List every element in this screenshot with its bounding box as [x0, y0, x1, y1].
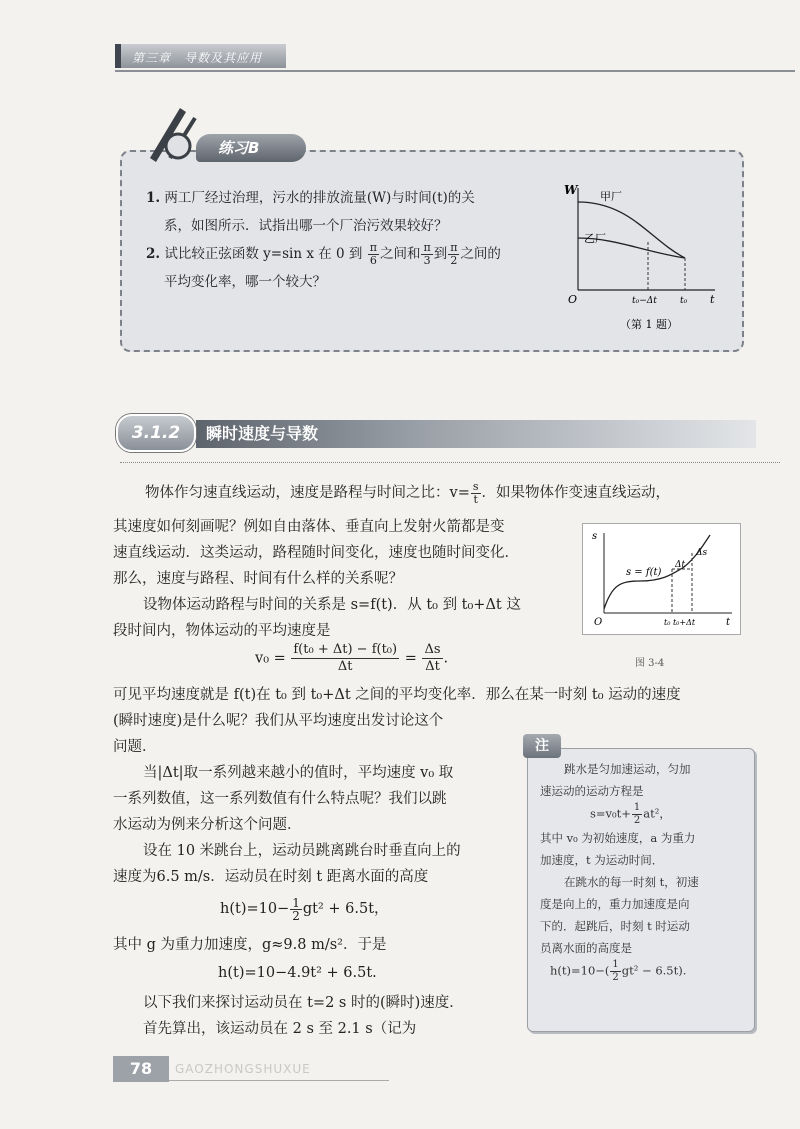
- x-axis-label: t: [726, 617, 731, 628]
- curve-a: [578, 202, 685, 258]
- paragraph-1: 物体作匀速直线运动，速度是路程与时间之比：v= $\frac{s}{t}$ ．如果物体作变速直线运动，: [145, 479, 670, 506]
- dt-label: Δt: [675, 560, 686, 570]
- note-tag: 注: [523, 734, 561, 758]
- paragraph-3: 可见平均速度就是 f(t)在 t₀ 到 t₀+Δt 之间的平均变化率．那么在某一时刻 t₀ 运动的速度 (瞬时速度)是什么呢？我们从平均速度出发讨论这个 问题． 当|Δt|取一系列越来越小的值时，平均速度 v₀ 取 一系列数值，这一系列数值有什么特点呢？我们以跳 水运动为例来分析这个问题． 设在 10 米跳台上，运动员跳离跳台时垂直向上的 速度为6.5 m/s．运动员在时刻 t 距离水面的高度: [113, 687, 681, 885]
- figure-caption: （第 1 题）: [620, 318, 678, 331]
- y-axis-label: s: [592, 531, 598, 542]
- curve-label: s = f(t): [626, 567, 662, 578]
- section-number: 3.1.2: [116, 414, 196, 452]
- label-b: 乙厂: [584, 232, 606, 245]
- chapter-title: 第三章 导数及其应用: [132, 51, 263, 65]
- page-number: 78: [113, 1056, 169, 1082]
- section-divider: [120, 462, 780, 463]
- equation-avg-velocity: v₀ = $\frac{\text{f(t₀ + Δt) − f(t₀)}}{\Delta t}$ = $\frac{\Delta s}{\Delta t}$ .: [255, 642, 449, 674]
- y-axis-label: W: [564, 183, 578, 197]
- question-1: 1. 两工厂经过治理，污水的排放流量(W)与时间(t)的关 系，如图所示．试指出哪一个厂治污效果较好？: [146, 190, 475, 234]
- tick-1: t₀−Δt: [632, 296, 657, 306]
- footer-brand: GAOZHONGSHUXUE: [175, 1062, 311, 1076]
- equation-height-numeric: h(t)=10−4.9t² + 6.5t.: [218, 965, 377, 981]
- note-content: 跳水是匀加速运动，匀加 速运动的运动方程是 s=v₀t+ $\frac{1}{2}$ at²， 其中 v₀ 为初始速度，a 为重力 加速度，t 为运动时间． 在跳水的每一时刻 t，初速 度是向上的，重力加速度是向 下的．起跳后，时刻 t 时运动 员离水面的高度是 h(t)=10−( $\frac{1}{2}$ gt² − 6.5t).: [540, 762, 699, 983]
- paragraph-4: 其中 g 为重力加速度，g≈9.8 m/s²．于是: [113, 937, 387, 953]
- ds-label: Δs: [696, 548, 708, 558]
- origin-label: O: [568, 293, 578, 306]
- footer-rule: [169, 1080, 389, 1081]
- section-title: 瞬时速度与导数: [196, 420, 756, 448]
- x-axis-label: t: [710, 293, 715, 306]
- origin-label: O: [594, 617, 603, 628]
- tick-2: t₀: [680, 296, 688, 306]
- question-2: 2. 试比较正弦函数 y=sin x 在 0 到 $\frac{\pi}{6}$ 之间和 $\frac{\pi}{3}$ 到 $\frac{\pi}{2}$ 之间的 平均变化率，哪一个较大？: [146, 241, 501, 290]
- figure-3-4-caption: 图 3-4: [635, 658, 665, 669]
- label-a: 甲厂: [600, 190, 622, 203]
- exercise-tab: 练习B: [196, 134, 306, 162]
- ticks-label: t₀ t₀+Δt: [664, 618, 696, 627]
- figure-3-4: [584, 525, 738, 631]
- paragraph-2: 其速度如何刻画呢？例如自由落体、垂直向上发射火箭都是变 速直线运动．这类运动，路程随时间变化，速度也随时间变化． 那么，速度与路程、时间有什么样的关系呢？ 设物体运动路程与时间的关系是 s=f(t)．从 t₀ 到 t₀+Δt 这 段时间内，物体运动的平均速度是: [113, 519, 521, 639]
- equation-height: h(t)=10− $\frac{1}{2}$ gt² + 6.5t，: [220, 895, 389, 923]
- paragraph-5: 以下我们来探讨运动员在 t=2 s 时的(瞬时)速度． 首先算出，该运动员在 2 s 至 2.1 s（记为: [143, 995, 464, 1037]
- figure-q1: [560, 180, 730, 345]
